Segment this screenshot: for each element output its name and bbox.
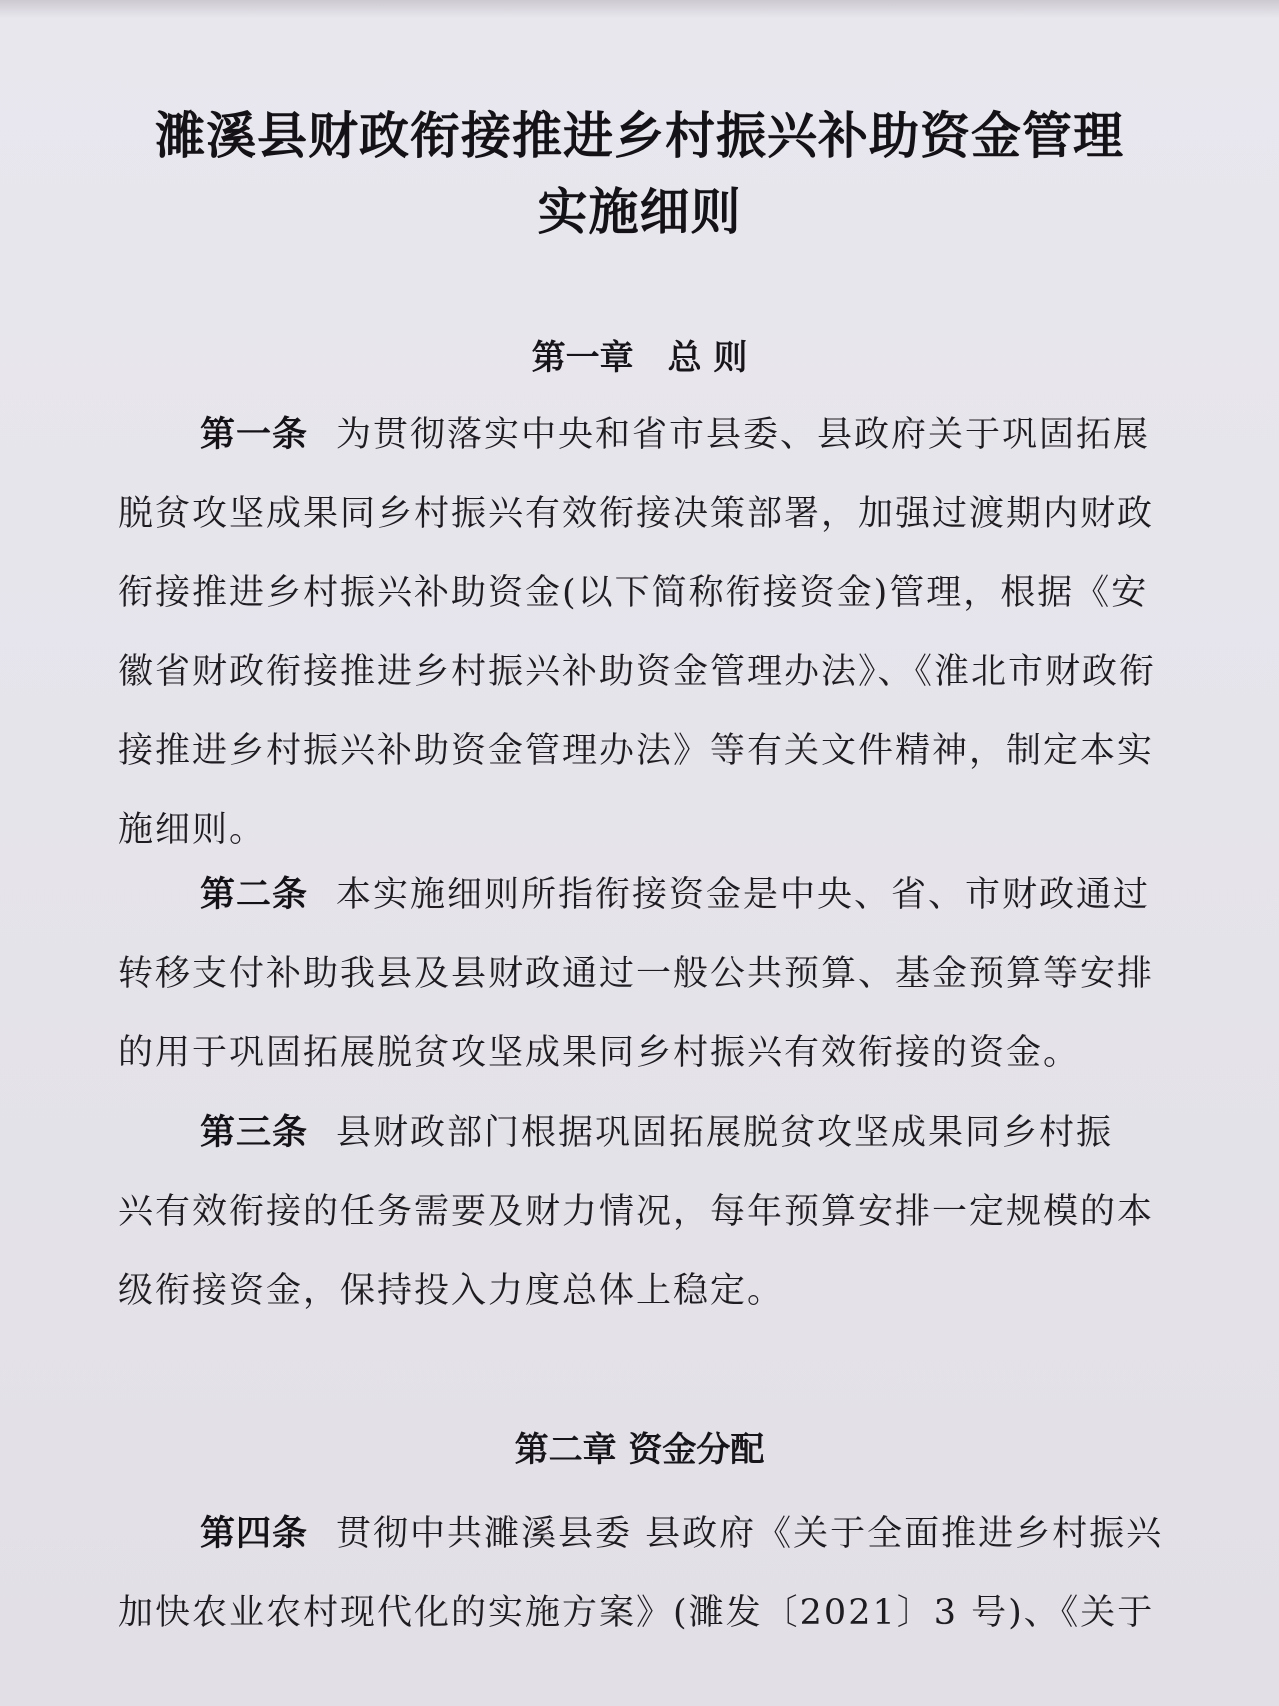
article-1 (118, 396, 1238, 870)
article-2 (118, 856, 1238, 1093)
chapter-2-heading: 第二章 资金分配 (514, 1430, 765, 1470)
article-2-text-1: 本实施细则所指衔接资金是中央、省、市财政通过 (336, 875, 1151, 915)
page-shadow (0, 0, 1279, 18)
article-1-line-1 (118, 396, 1238, 475)
article-1-line-6: 施细则。 (118, 810, 267, 850)
article-1-line-2: 脱贫攻坚成果同乡村振兴有效衔接决策部署，加强过渡期内财政 (118, 494, 1155, 534)
article-1-line-4: 徽省财政衔接推进乡村振兴补助资金管理办法》、《淮北市财政衔 (118, 652, 1157, 692)
article-2-line-3: 的用于巩固拓展脱贫攻坚成果同乡村振兴有效衔接的资金。 (118, 1033, 1081, 1073)
document-title-line-2: 实施细则 (537, 183, 742, 241)
article-1-text-1: 为贯彻落实中央和省市县委、县政府关于巩固拓展 (336, 415, 1151, 455)
article-3-label: 第三条 (200, 1113, 309, 1153)
article-4-line-1 (118, 1495, 1238, 1574)
article-1-line-5: 接推进乡村振兴补助资金管理办法》等有关文件精神，制定本实 (118, 731, 1155, 771)
article-2-label: 第二条 (200, 875, 309, 915)
document-title-line-1: 濉溪县财政衔接推进乡村振兴补助资金管理 (155, 107, 1124, 165)
article-3-text-1: 县财政部门根据巩固拓展脱贫攻坚成果同乡村振 (336, 1113, 1114, 1153)
chapter-1-heading: 第一章 总 则 (531, 338, 748, 378)
article-4-text-1: 贯彻中共濉溪县委 县政府《关于全面推进乡村振兴 (336, 1514, 1164, 1554)
article-4 (118, 1495, 1238, 1653)
article-4-line-2: 加快农业农村现代化的实施方案》(濉发〔2021〕3 号)、《关于 (118, 1593, 1155, 1633)
article-2-line-2: 转移支付补助我县及县财政通过一般公共预算、基金预算等安排 (118, 954, 1155, 994)
article-2-line-1 (118, 856, 1238, 935)
article-3 (118, 1094, 1238, 1331)
article-3-line-3: 级衔接资金，保持投入力度总体上稳定。 (118, 1271, 785, 1311)
article-1-label: 第一条 (200, 415, 309, 455)
article-4-label: 第四条 (200, 1514, 309, 1554)
article-3-line-1 (118, 1094, 1238, 1173)
article-3-line-2: 兴有效衔接的任务需要及财力情况，每年预算安排一定规模的本 (118, 1192, 1155, 1232)
article-1-line-3: 衔接推进乡村振兴补助资金(以下简称衔接资金)管理，根据《安 (118, 573, 1149, 613)
